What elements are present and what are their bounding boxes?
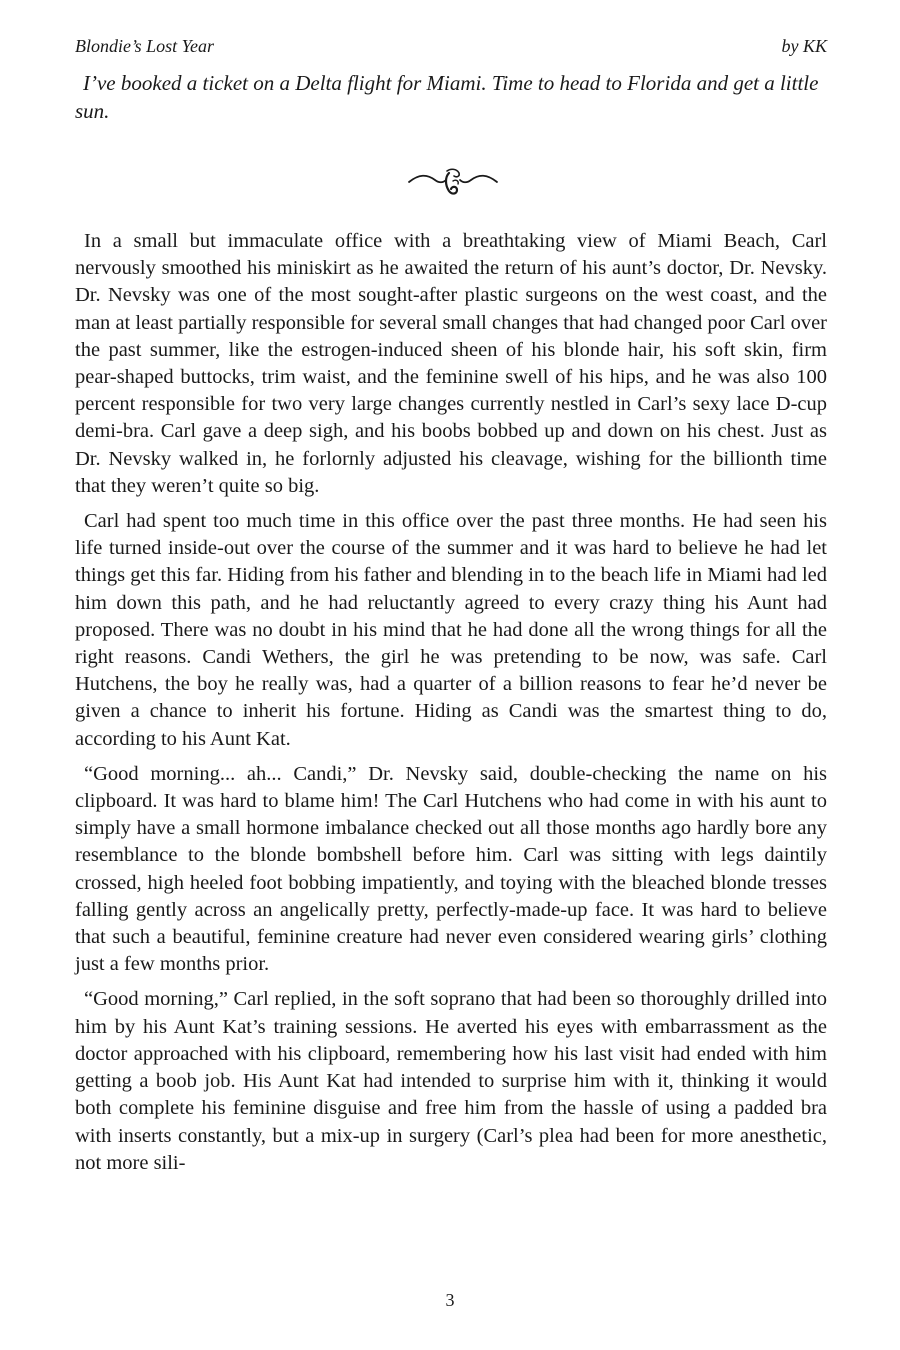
book-title: Blondie’s Lost Year <box>75 36 215 56</box>
fleuron-divider-icon <box>405 165 501 199</box>
paragraph: In a small but immaculate office with a breathtaking view of Miami Beach, Carl nervously smoothed his miniskirt as he awaited the return of his aunt’s doctor, Dr. Nevsky. Dr. Nevsky was one of the most sought-after plastic surgeons on the west coast, and the man at least partially responsible for several small changes that had changed poor Carl over the past summer, like the estrogen-induced sheen of his blonde hair, his soft skin, firm pear-shaped buttocks, trim waist, and the feminine swell of his hips, and he was also 100 percent responsible for two very large changes currently nestled in Carl’s sexy lace D-cup demi-bra. Carl gave a deep sigh, and his boobs bobbed up and down on his chest. Just as Dr. Nevsky walked in, he forlornly adjusted his cleavage, wishing for the billionth time that they weren’t quite so big. <box>75 230 827 497</box>
author-byline: by KK <box>781 36 827 56</box>
paragraph: “Good morning,” Carl replied, in the soft soprano that had been so thoroughly drilled into him by his Aunt Kat’s training sessions. He averted his eyes with embarrassment as the doctor approached with his clipboard, remembering how his last visit had ended with him getting a boob job. His Aunt Kat had intended to surprise him with it, thinking it would both complete his feminine disguise and free him from the hassle of using a padded bra with inserts constantly, but a mix-up in surgery (Carl’s plea had been for more anesthetic, not more sili- <box>75 988 827 1174</box>
paragraph: “Good morning... ah... Candi,” Dr. Nevsky said, double-checking the name on his clipboard. It was hard to blame him! The Carl Hutchens who had come in with his aunt to simply have a small hormone imbalance checked out all those months ago hardly bore any resemblance to the blonde bombshell before him. Carl was sitting with legs daintily crossed, high heeled foot bobbing impatiently, and toying with the bleached blonde tresses falling gently across an angelically pretty, perfectly-made-up face. It was hard to believe that such a beautiful, feminine creature had never even considered wearing girls’ clothing just a few months prior. <box>75 762 827 976</box>
body-text <box>75 228 827 1185</box>
intro-italic-paragraph: I’ve booked a ticket on a Delta flight for Miami. Time to head to Florida and get a little sun. <box>75 71 819 123</box>
page-number: 3 <box>445 1290 455 1310</box>
paragraph: Carl had spent too much time in this office over the past three months. He had seen his life turned inside-out over the course of the summer and it was hard to believe he had let things get this far. Hiding from his father and blending in to the beach life in Miami had led him down this path, and he had reluctantly agreed to every crazy thing his Aunt had proposed. There was no doubt in his mind that he had done all the wrong things for all the right reasons. Candi Wethers, the girl he was pretending to be now, was safe. Carl Hutchens, the boy he really was, had a quarter of a billion reasons to fear he’d never be given a chance to inherit his fortune. Hiding as Candi was the smartest thing to do, according to his Aunt Kat. <box>75 510 827 750</box>
